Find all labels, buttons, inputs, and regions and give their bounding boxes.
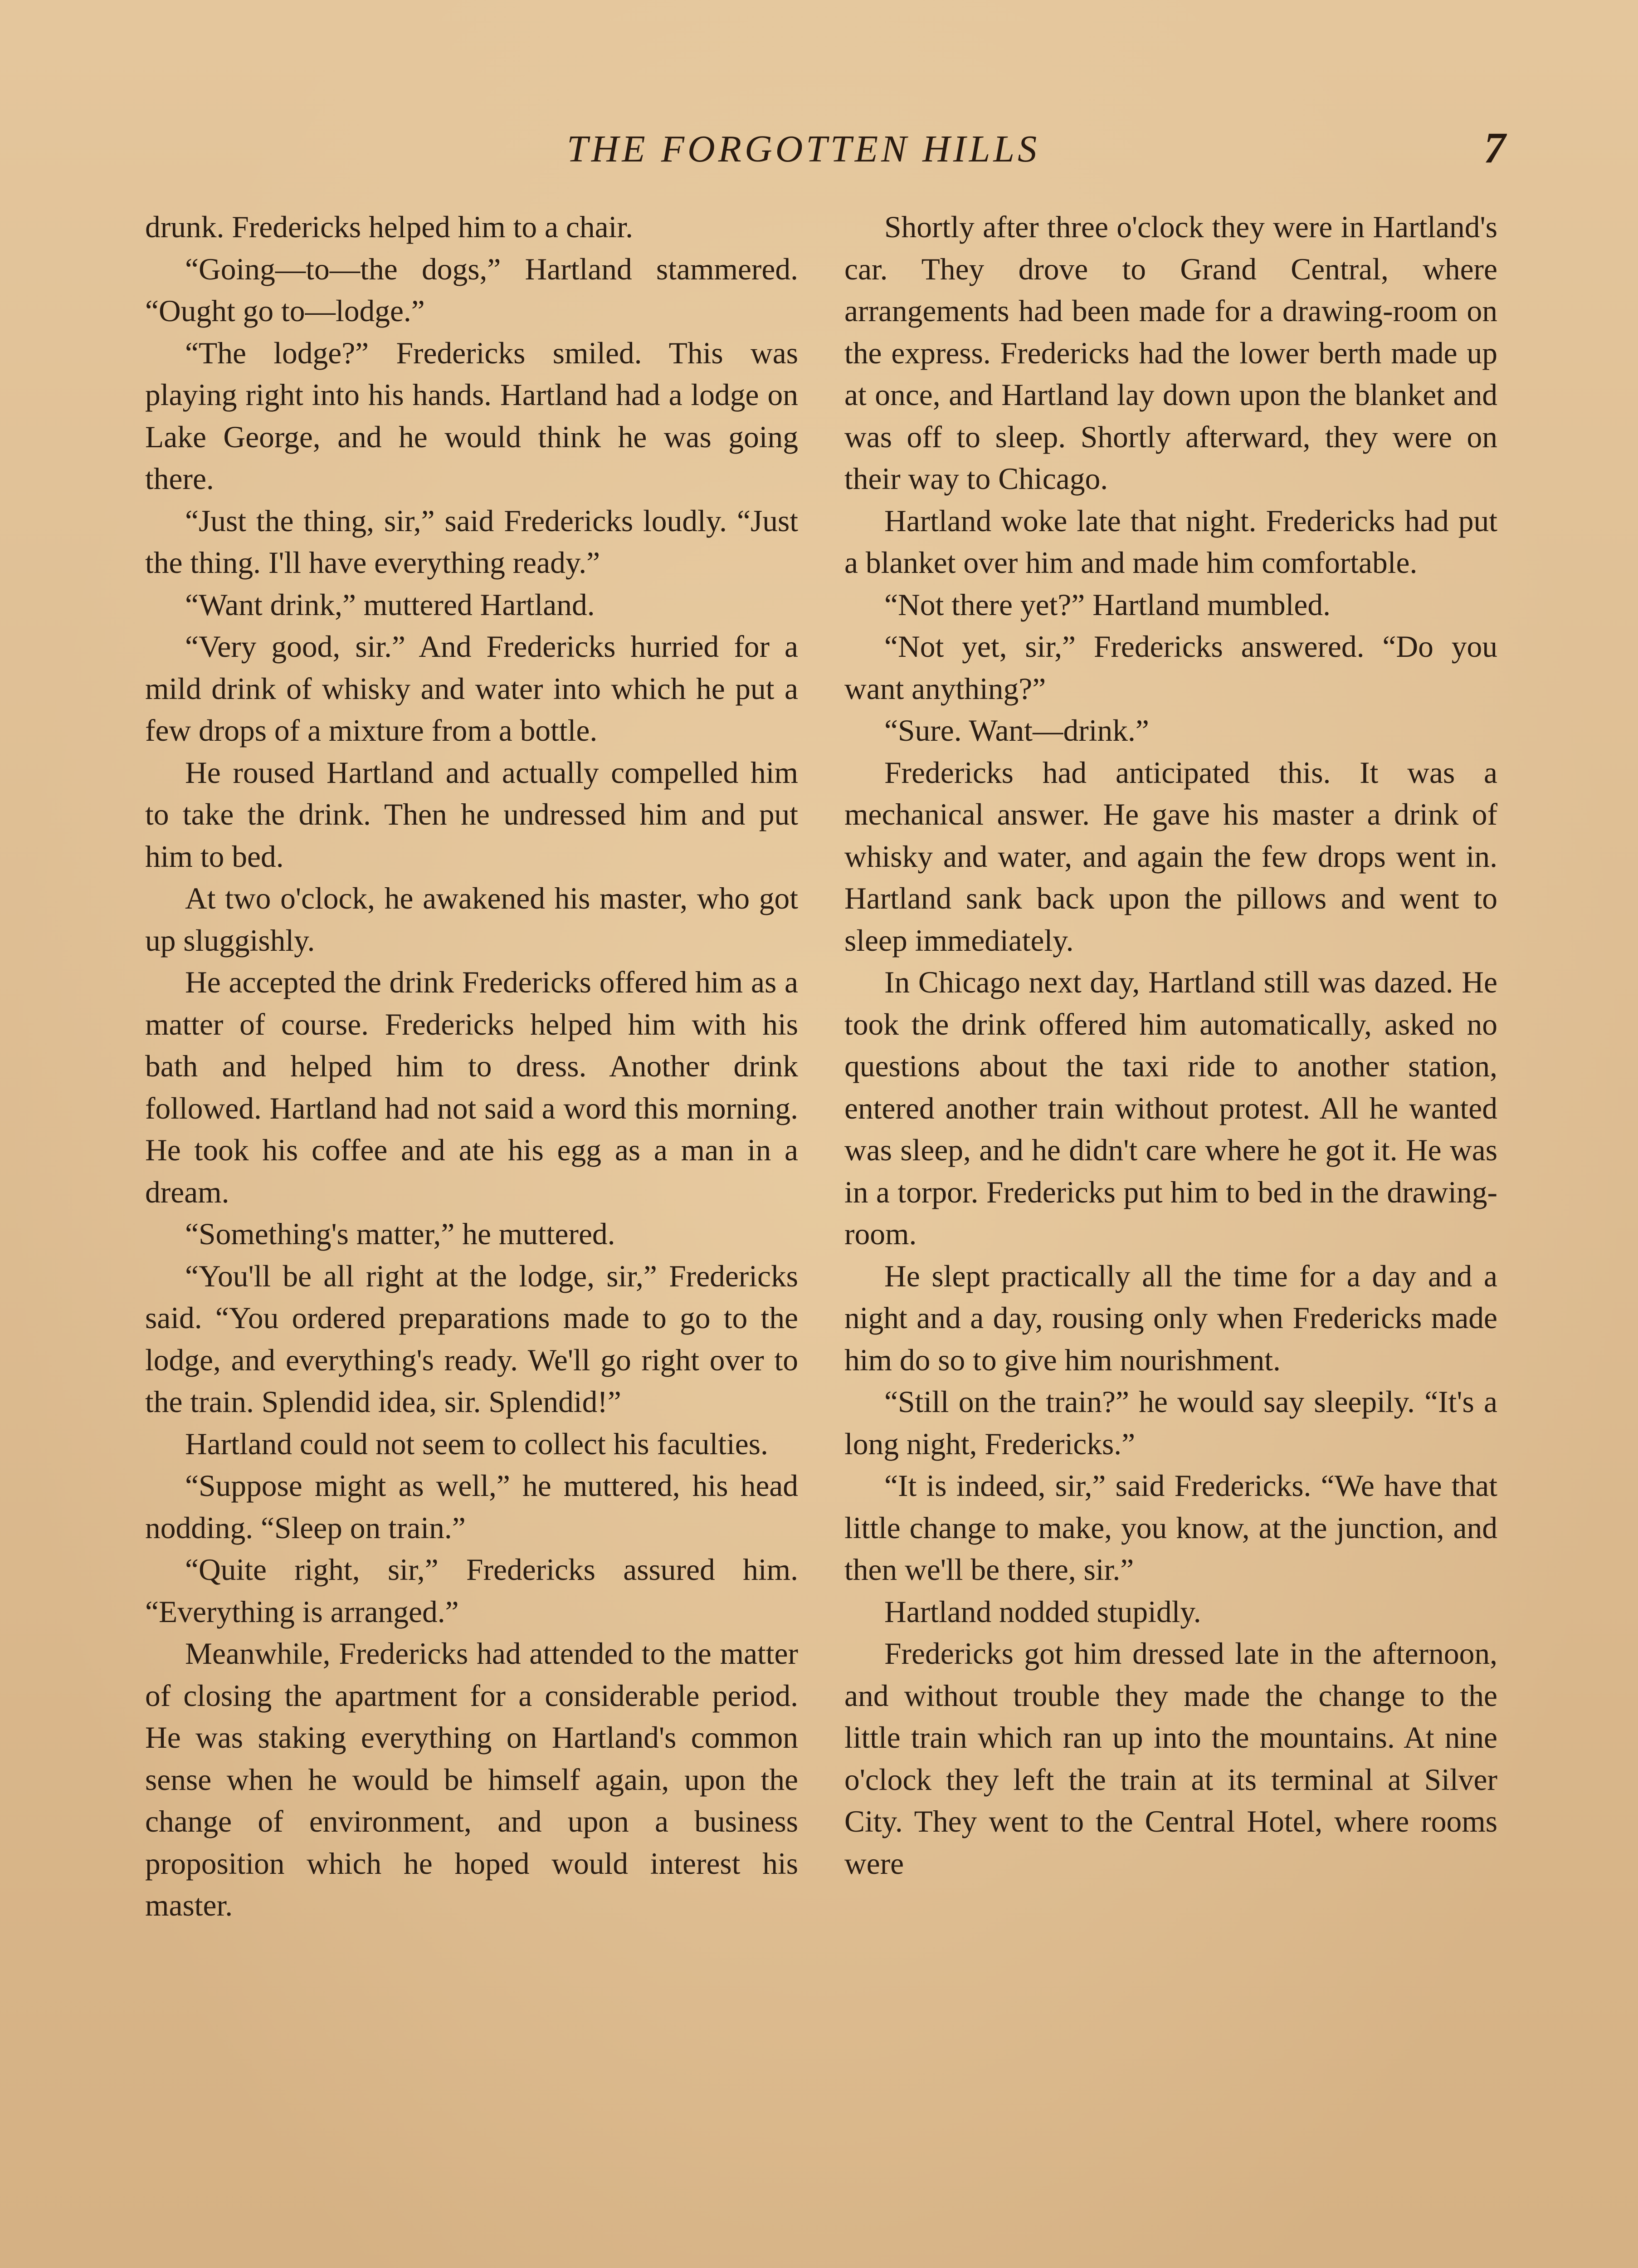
paragraph: “Want drink,” muttered Hartland. <box>185 587 595 622</box>
paragraph: Meanwhile, Fredericks had attended to the matter of closing the apartment for a considerable period. He was staking everything on Hartland's common sense when he would be himself again, upon the change of environment, and upon a business proposition which he hoped would interest his master. <box>145 1637 798 1922</box>
paragraph: Hartland woke late that night. Fredericks had put a blanket over him and made him comfortable. <box>844 503 1497 580</box>
paragraph: “Very good, sir.” And Fredericks hurried for a mild drink of whisky and water into which he put a few drops of a mixture from a bottle. <box>145 630 798 748</box>
paragraph: “The lodge?” Fredericks smiled. This was playing right into his hands. Hartland had a lodge on Lake George, and he would think he was going there. <box>145 336 798 496</box>
paragraph: “You'll be all right at the lodge, sir,” Fredericks said. “You ordered preparations made to go to the lodge, and everything's ready. We'll go right over to the train. Splendid idea, sir. Splendid!” <box>145 1259 798 1419</box>
paragraph: “Not yet, sir,” Fredericks answered. “Do you want anything?” <box>844 630 1497 706</box>
paragraph: Hartland could not seem to collect his faculties. <box>185 1427 768 1461</box>
paragraph: “Suppose might as well,” he muttered, his head nodding. “Sleep on train.” <box>145 1469 798 1545</box>
paragraph: Hartland nodded stupidly. <box>884 1594 1201 1629</box>
paragraph: drunk. Fredericks helped him to a chair. <box>145 210 633 244</box>
left-column <box>145 206 798 2268</box>
paragraph: Shortly after three o'clock they were in Hartland's car. They drove to Grand Central, where arrangements had been made for a drawing-room on the express. Fredericks had the lower berth made up at once, and Hartland lay down upon the blanket and was off to sleep. Shortly afterward, they were on their way to Chicago. <box>844 210 1497 496</box>
right-column <box>844 206 1497 2268</box>
paragraph: Fredericks had anticipated this. It was a mechanical answer. He gave his master a drink of whisky and water, and again the few drops went in. Hartland sank back upon the pillows and went to sleep immediately. <box>844 755 1497 958</box>
paragraph: He accepted the drink Fredericks offered him as a matter of course. Fredericks helped him with his bath and helped him to dress. Another drink followed. Hartland had not said a word this morning. He took his coffee and ate his egg as a man in a dream. <box>145 965 798 1209</box>
paragraph: In Chicago next day, Hartland still was dazed. He took the drink offered him automatically, asked no questions about the taxi ride to another station, entered another train without protest. All he wanted was sleep, and he didn't care where he got it. He was in a torpor. Fredericks put him to bed in the drawing-room. <box>844 965 1497 1251</box>
paragraph: “Just the thing, sir,” said Fredericks loudly. “Just the thing. I'll have everything ready.” <box>145 503 798 580</box>
running-title: THE FORGOTTEN HILLS <box>567 128 1040 170</box>
paragraph: “Still on the train?” he would say sleepily. “It's a long night, Fredericks.” <box>844 1385 1497 1461</box>
running-header <box>145 122 1506 177</box>
paragraph: “Not there yet?” Hartland mumbled. <box>884 587 1331 622</box>
paragraph: Fredericks got him dressed late in the afternoon, and without trouble they made the change to the little train which ran up into the mountains. At nine o'clock they left the train at its terminal at Silver City. They went to the Central Hotel, where rooms were <box>844 1637 1497 1881</box>
paragraph: He roused Hartland and actually compelled him to take the drink. Then he undressed him and put him to bed. <box>145 755 798 874</box>
paragraph: At two o'clock, he awakened his master, who got up sluggishly. <box>145 881 798 958</box>
paragraph: “Quite right, sir,” Fredericks assured him. “Everything is arranged.” <box>145 1553 798 1629</box>
paragraph: “Something's matter,” he muttered. <box>185 1217 615 1251</box>
page-number: 7 <box>1484 123 1506 172</box>
paragraph: “Sure. Want—drink.” <box>884 714 1149 748</box>
paragraph: “Going—to—the dogs,” Hartland stammered. “Ought go to—lodge.” <box>145 252 798 328</box>
paragraph: “It is indeed, sir,” said Fredericks. “We have that little change to make, you know, at the junction, and then we'll be there, sir.” <box>844 1469 1497 1587</box>
paragraph: He slept practically all the time for a day and a night and a day, rousing only when Fredericks made him do so to give him nourishment. <box>844 1259 1497 1377</box>
